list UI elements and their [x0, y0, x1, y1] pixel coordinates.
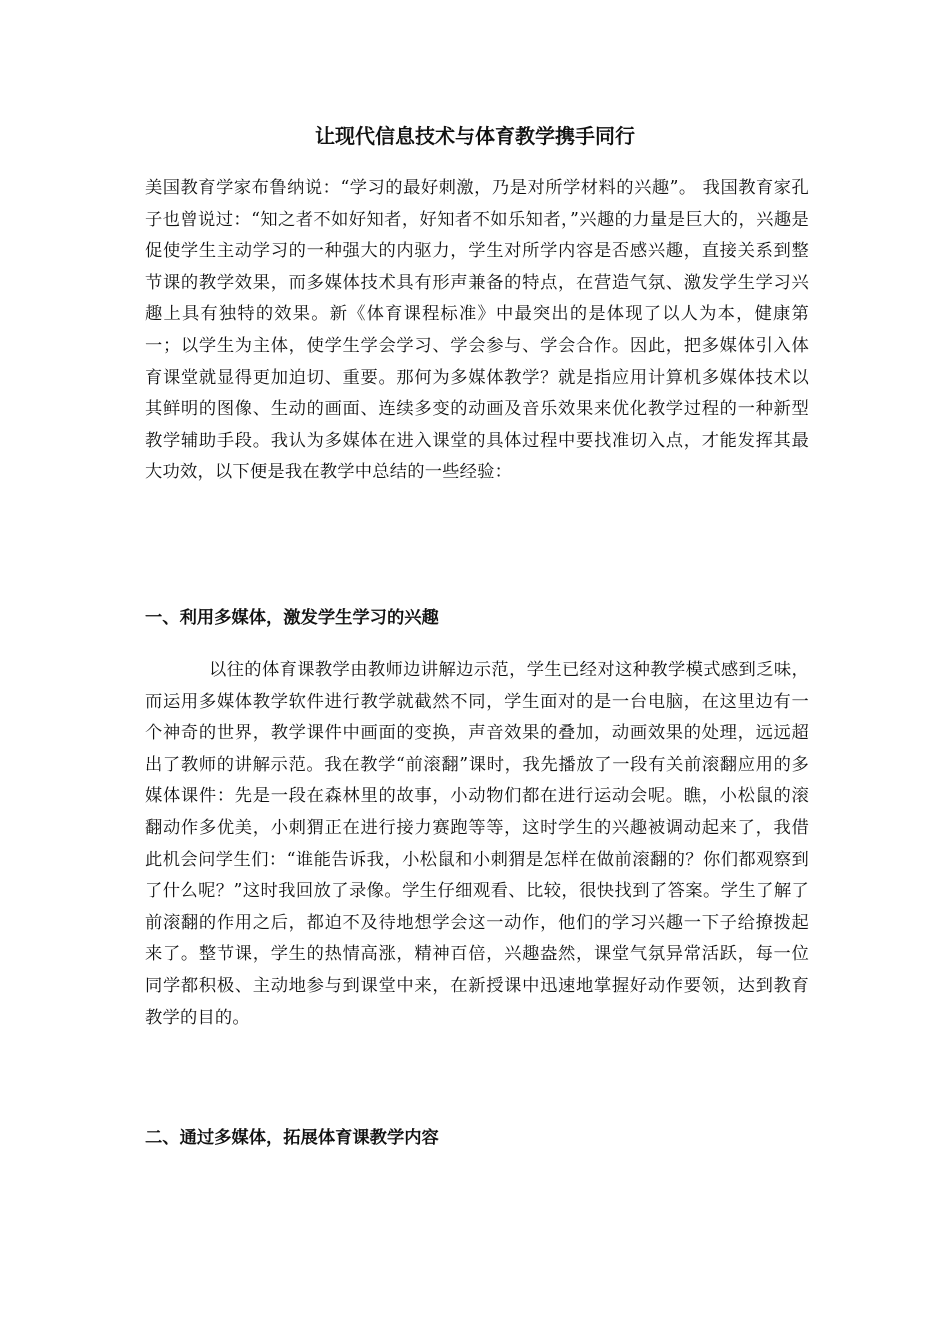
document-title: 让现代信息技术与体育教学携手同行 [315, 124, 635, 148]
intro-paragraph: 美国教育学家布鲁纳说：“学习的最好刺激，乃是对所学材料的兴趣”。 我国教育家孔子也曾说过：“知之者不如好知者，好知者不如乐知者，”兴趣的力量是巨大的，兴趣是促使学生主动学习的一种强大的内驱力，学生对所学内容是否感兴趣，直接关系到整节课的教学效果，而多媒体技术具有形声兼备的特点，在营造气氛、激发学生学习兴趣上具有独特的效果。新《体育课程标准》中最突出的是体现了以人为本，健康第一；以学生为主体，使学生学会学习、学会参与、学会合作。因此，把多媒体引入体育课堂就显得更加迫切、重要。那何为多媒体教学？就是指应用计算机多媒体技术以其鲜明的图像、生动的画面、连续多变的动画及音乐效果来优化教学过程的一种新型教学辅助手段。我认为多媒体在进入课堂的具体过程中要找准切入点，才能发挥其最大功效，以下便是我在教学中总结的一些经验： [145, 178, 809, 483]
section-1-heading: 一、利用多媒体，激发学生学习的兴趣 [145, 608, 439, 628]
section-2-heading: 二、通过多媒体，拓展体育课教学内容 [145, 1128, 439, 1148]
section-1-paragraph: 以往的体育课教学由教师边讲解边示范，学生已经对这种教学模式感到乏味，而运用多媒体教学软件进行教学就截然不同，学生面对的是一台电脑，在这里边有一个神奇的世界，教学课件中画面的变换，声音效果的叠加，动画效果的处理，远远超出了教师的讲解示范。我在教学“前滚翻”课时，我先播放了一段有关前滚翻应用的多媒体课件：先是一段在森林里的故事，小动物们都在进行运动会呢。瞧，小松鼠的滚翻动作多优美，小刺猬正在进行接力赛跑等等，这时学生的兴趣被调动起来了，我借此机会问学生们：“谁能告诉我，小松鼠和小刺猬是怎样在做前滚翻的？你们都观察到了什么呢？”这时我回放了录像。学生仔细观看、比较，很快找到了答案。学生了解了前滚翻的作用之后，都迫不及待地想学会这一动作，他们的学习兴趣一下子给撩拨起来了。整节课，学生的热情高涨，精神百倍，兴趣盎然，课堂气氛异常活跃，每一位同学都积极、主动地参与到课堂中来，在新授课中迅速地掌握好动作要领，达到教育教学的目的。 [145, 660, 809, 1028]
